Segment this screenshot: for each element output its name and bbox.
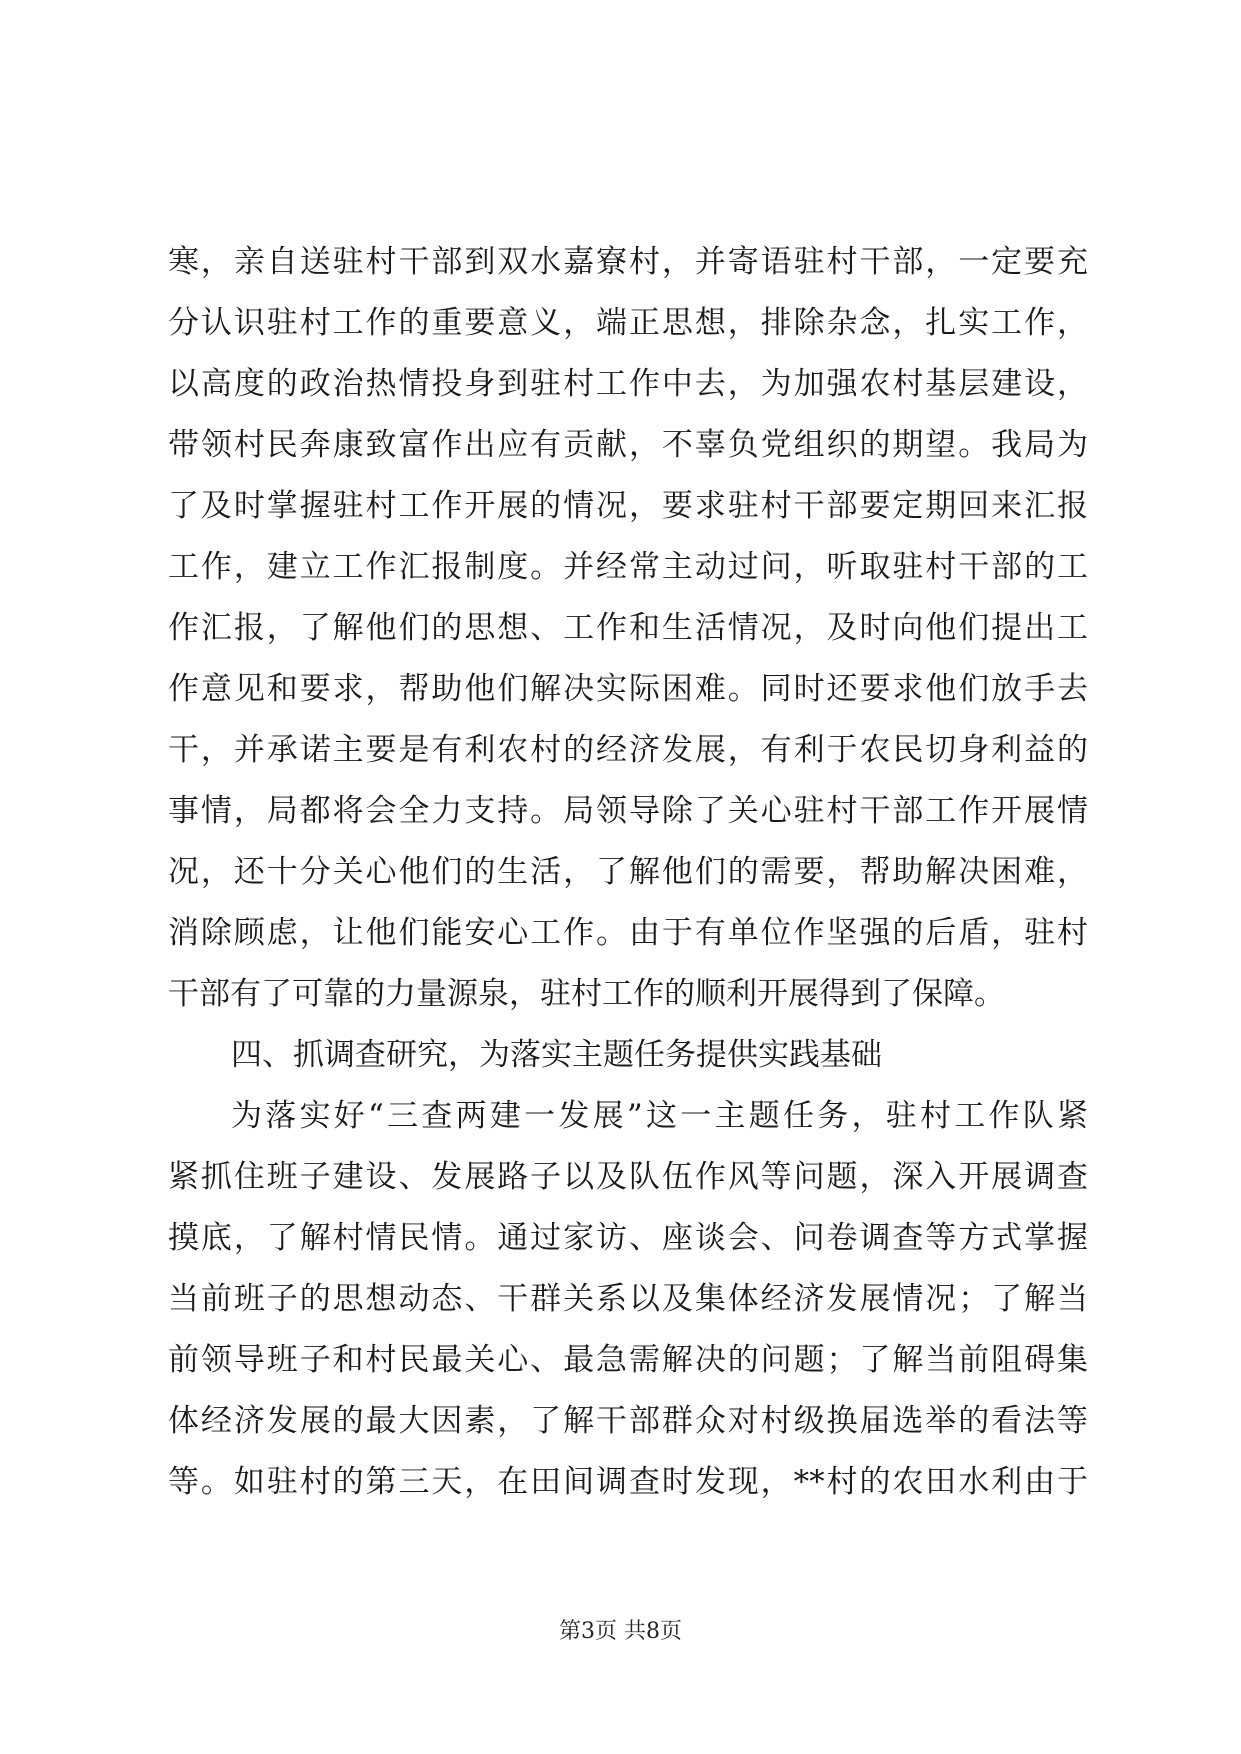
- text-line: 以高度的政治热情投身到驻村工作中去，为加强农村基层建设，: [168, 366, 1088, 402]
- text-line: 紧抓住班子建设、发展路子以及队伍作风等问题，深入开展调查: [168, 1159, 1088, 1195]
- text-line: 况，还十分关心他们的生活，了解他们的需要，帮助解决困难，: [168, 854, 1088, 890]
- text-line: 寒，亲自送驻村干部到双水嘉寮村，并寄语驻村干部，一定要充: [168, 244, 1088, 280]
- text-line: 当前班子的思想动态、干群关系以及集体经济发展情况；了解当: [168, 1281, 1088, 1317]
- text-line: 作汇报，了解他们的思想、工作和生活情况，及时向他们提出工: [168, 610, 1088, 646]
- text-line: 等。如驻村的第三天，在田间调查时发现，**村的农田水利由于: [168, 1464, 1088, 1500]
- text-line: 前领导班子和村民最关心、最急需解决的问题；了解当前阻碍集: [168, 1342, 1088, 1378]
- text-line: 了及时掌握驻村工作开展的情况，要求驻村干部要定期回来汇报: [168, 488, 1088, 524]
- text-line: 干，并承诺主要是有利农村的经济发展，有利于农民切身利益的: [168, 732, 1088, 768]
- text-line: 消除顾虑，让他们能安心工作。由于有单位作坚强的后盾，驻村: [168, 915, 1088, 951]
- text-line: 作意见和要求，帮助他们解决实际困难。同时还要求他们放手去: [168, 671, 1088, 707]
- document-body: [168, 232, 1088, 1513]
- text-line: 事情，局都将会全力支持。局领导除了关心驻村干部工作开展情: [168, 793, 1088, 829]
- text-line: 为落实好“三查两建一发展”这一主题任务，驻村工作队紧: [231, 1098, 1088, 1134]
- section-heading: 四、抓调查研究，为落实主题任务提供实践基础: [231, 1037, 882, 1073]
- page-number-footer: 第3页 共8页: [559, 1619, 682, 1644]
- text-line: 摸底，了解村情民情。通过家访、座谈会、问卷调查等方式掌握: [168, 1220, 1088, 1256]
- text-line: 干部有了可靠的力量源泉，驻村工作的顺利开展得到了保障。: [168, 976, 1005, 1012]
- paragraph-2: [168, 1086, 1088, 1513]
- text-line: 工作，建立工作汇报制度。并经常主动过问，听取驻村干部的工: [168, 549, 1088, 585]
- paragraph-1: [168, 232, 1088, 1025]
- text-line: 体经济发展的最大因素，了解干部群众对村级换届选举的看法等: [168, 1403, 1088, 1439]
- text-line: 带领村民奔康致富作出应有贡献，不辜负党组织的期望。我局为: [168, 427, 1088, 463]
- text-line: 分认识驻村工作的重要意义，端正思想，排除杂念，扎实工作，: [168, 305, 1088, 341]
